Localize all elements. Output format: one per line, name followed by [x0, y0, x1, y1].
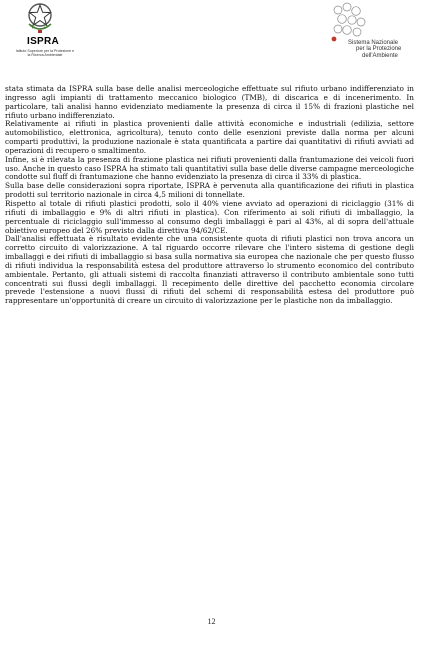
ispra-name: ISPRA [27, 36, 60, 47]
italian-republic-emblem-icon [24, 0, 56, 36]
paragraph: Infine, si è rilevata la presenza di frazione plastica nei rifiuti provenienti dalla frantumazione dei veicoli fuori uso. Anche in questo caso ISPRA ha stimato tali quantitativi sulla base delle diverse campagne merceologiche condotte sul fluff di frantumazione che hanno evidenziato la presenza di circa il 33% di plastica. [5, 154, 414, 182]
paragraph: Relativamente ai rifiuti in plastica provenienti dalle attività economiche e industriali (edilizia, settore automobilistico, elettronica, agricoltura), tenuto conto delle esenzioni previste dalla norma per alcuni comparti produttivi, la produzione nazionale è stata quantificata a partire dai quantitativi di rifiuti avviati ad operazioni di recupero o smaltimento. [5, 119, 414, 155]
snpa-line-3: dell'Ambiente [362, 52, 398, 59]
snpa-name [348, 40, 420, 59]
page-header [0, 0, 423, 80]
snpa-line-2: per la Protezione [356, 46, 402, 53]
snpa-logo [330, 2, 420, 62]
ispra-subtitle: Istituto Superiore per la Protezione e la Ricerca Ambientale [15, 49, 75, 58]
snpa-circles-icon [330, 2, 368, 42]
paragraph: Sulla base delle considerazioni sopra riportate, ISPRA è pervenuta alla quantificazione dei rifiuti in plastica prodotti sul territorio nazionale in circa 4,5 milioni di tonnellate. [5, 181, 414, 200]
page-number: 12 [207, 617, 216, 626]
document-body [5, 85, 414, 306]
paragraph: Dall'analisi effettuata è risultato evidente che una consistente quota di rifiuti plastici non trova ancora un corretto circuito di valorizzazione. A tal riguardo occorre rilevare che l'intero sistema di gestione degli imballaggi e dei rifiuti di imballaggio si basa sulla normativa sia europea che nazionale che per questo flusso di rifiuti individua la responsabilità estesa del produttore attraverso lo strumento economico del contributo ambientale. Pertanto, gli attuali sistemi di raccolta finanziati attraverso il contributo ambientale sono tutti concentrati sui flussi degli imballaggi. Il recepimento delle direttive del pacchetto economia circolare prevede l'estensione a nuovi flussi di rifiuti del schemi di responsabilità estesa del produttore può rappresentare un'opportunità di creare un circuito di valorizzazione per le plastiche non da imballaggio. [5, 234, 414, 306]
paragraph: stata stimata da ISPRA sulla base delle analisi merceologiche effettuate sul rifiuto urbano indifferenziato in ingresso agli impianti di trattamento meccanico biologico (TMB), di discarica e di incenerimento. In particolare, tali analisi hanno evidenziato mediamente la presenza di circa il 15% di frazioni plastiche nel rifiuto urbano indifferenziato. [5, 84, 414, 120]
snpa-line-1: Sistema Nazionale [348, 40, 399, 46]
paragraph: Rispetto al totale di rifiuti plastici prodotti, solo il 40% viene avviato ad operazioni di riciclaggio (31% di rifiuti di imballaggio e 9% di altri rifiuti in plastica). Con riferimento ai soli rifiuti di imballaggio, la percentuale di riciclaggio sull'immesso al consumo degli imballaggi è pari al 43%, al di sopra dell'attuale obiettivo europeo del 26% previsto dalla direttiva 94/62/CE. [5, 198, 414, 235]
ispra-logo [8, 0, 78, 64]
